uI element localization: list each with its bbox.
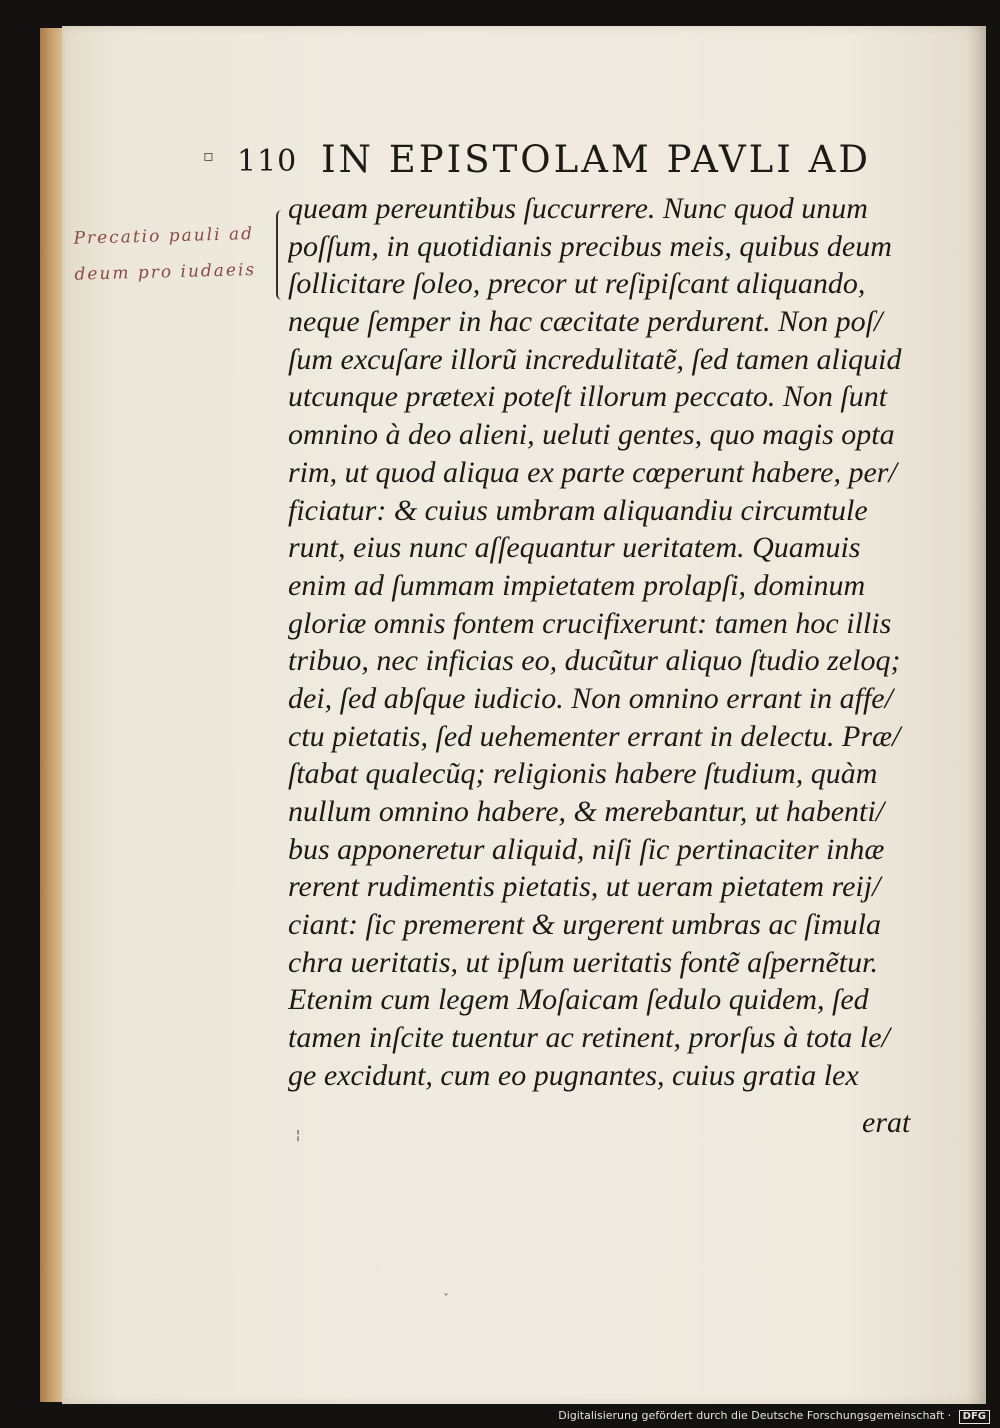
credit-text: Digitalisierung gefördert durch die Deutsche Forschungsgemeinschaft · [558,1409,952,1422]
page-number: 110 [237,144,298,179]
text-line: ciant: ſic premerent & urgerent umbras ac ſimula [288,908,881,942]
marginal-note-line: Precatio pauli ad [73,224,255,249]
text-line: gloriæ omnis fontem crucifixerunt: tamen hoc illis [288,606,892,640]
text-line: nullum omnino habere, & merebantur, ut habenti/ [288,795,885,828]
text-line: runt, eius nunc aſſequantur ueritatem. Quamuis [288,531,861,565]
text-line: rim, ut quod aliqua ex parte cœperunt habere, per/ [288,455,897,489]
handwritten-marginal-note [73,215,285,292]
text-line: neque ſemper in hac cæcitate perdurent. Non poſ/ [288,305,883,339]
dfg-logo: DFG [959,1410,990,1424]
digitization-credit [558,1409,990,1424]
ink-mark: ¦ [296,1128,301,1142]
text-line: ctu pietatis, ſed uehementer errant in delectu. Præ/ [288,719,901,753]
running-head [203,138,923,181]
text-line: queam pereuntibus ſuccurrere. Nunc quod unum [288,192,868,225]
text-line: Etenim cum legem Moſaicam ſedulo quidem, ſed [288,983,869,1017]
text-line: ſtabat qualecũq; religionis habere ſtudium, quàm [288,757,878,791]
text-line: omnino à deo alieni, ueluti gentes, quo magis opta [288,418,895,452]
head-mark: ▫ [203,146,214,165]
body-text-block [288,190,928,1095]
text-line: poſſum, in quotidianis precibus meis, quibus deum [288,229,892,263]
text-line: ficiatur: & cuius umbram aliquandiu circumtule [288,493,868,527]
text-line: rerent rudimentis pietatis, ut ueram pietatem reij/ [288,870,881,904]
text-line: tribuo, nec inficias eo, ducũtur aliquo ſtudio zeloq; [288,644,901,678]
text-line: utcunque prætexi poteſt illorum peccato. Non ſunt [288,380,888,414]
text-line: ge excidunt, cum eo pugnantes, cuius gratia lex [288,1058,859,1092]
page-gutter-shadow [966,26,986,1404]
text-line: dei, ſed abſque iudicio. Non omnino errant in affe/ [288,681,893,715]
text-line: ſum excuſare illorũ incredulitatẽ, ſed tamen aliquid [288,342,902,376]
text-line: enim ad ſummam impietatem prolapſi, dominum [288,568,866,602]
marginal-note-line: deum pro iudaeis [74,259,257,285]
text-line: chra ueritatis, ut ipſum ueritatis fontẽ aſpernẽtur. [288,945,878,979]
text-line: bus apponeretur aliquid, niſi ſic pertinaciter inhæ [288,832,885,866]
running-title: IN EPISTOLAM PAVLI AD [321,138,871,181]
stray-mark: ˇ [443,1292,449,1306]
text-line: tamen inſcite tuentur ac retinent, prorſus à tota le/ [288,1021,890,1055]
catchword: erat [862,1106,911,1139]
text-line: ſollicitare ſoleo, precor ut reſipiſcant aliquando, [288,267,866,301]
